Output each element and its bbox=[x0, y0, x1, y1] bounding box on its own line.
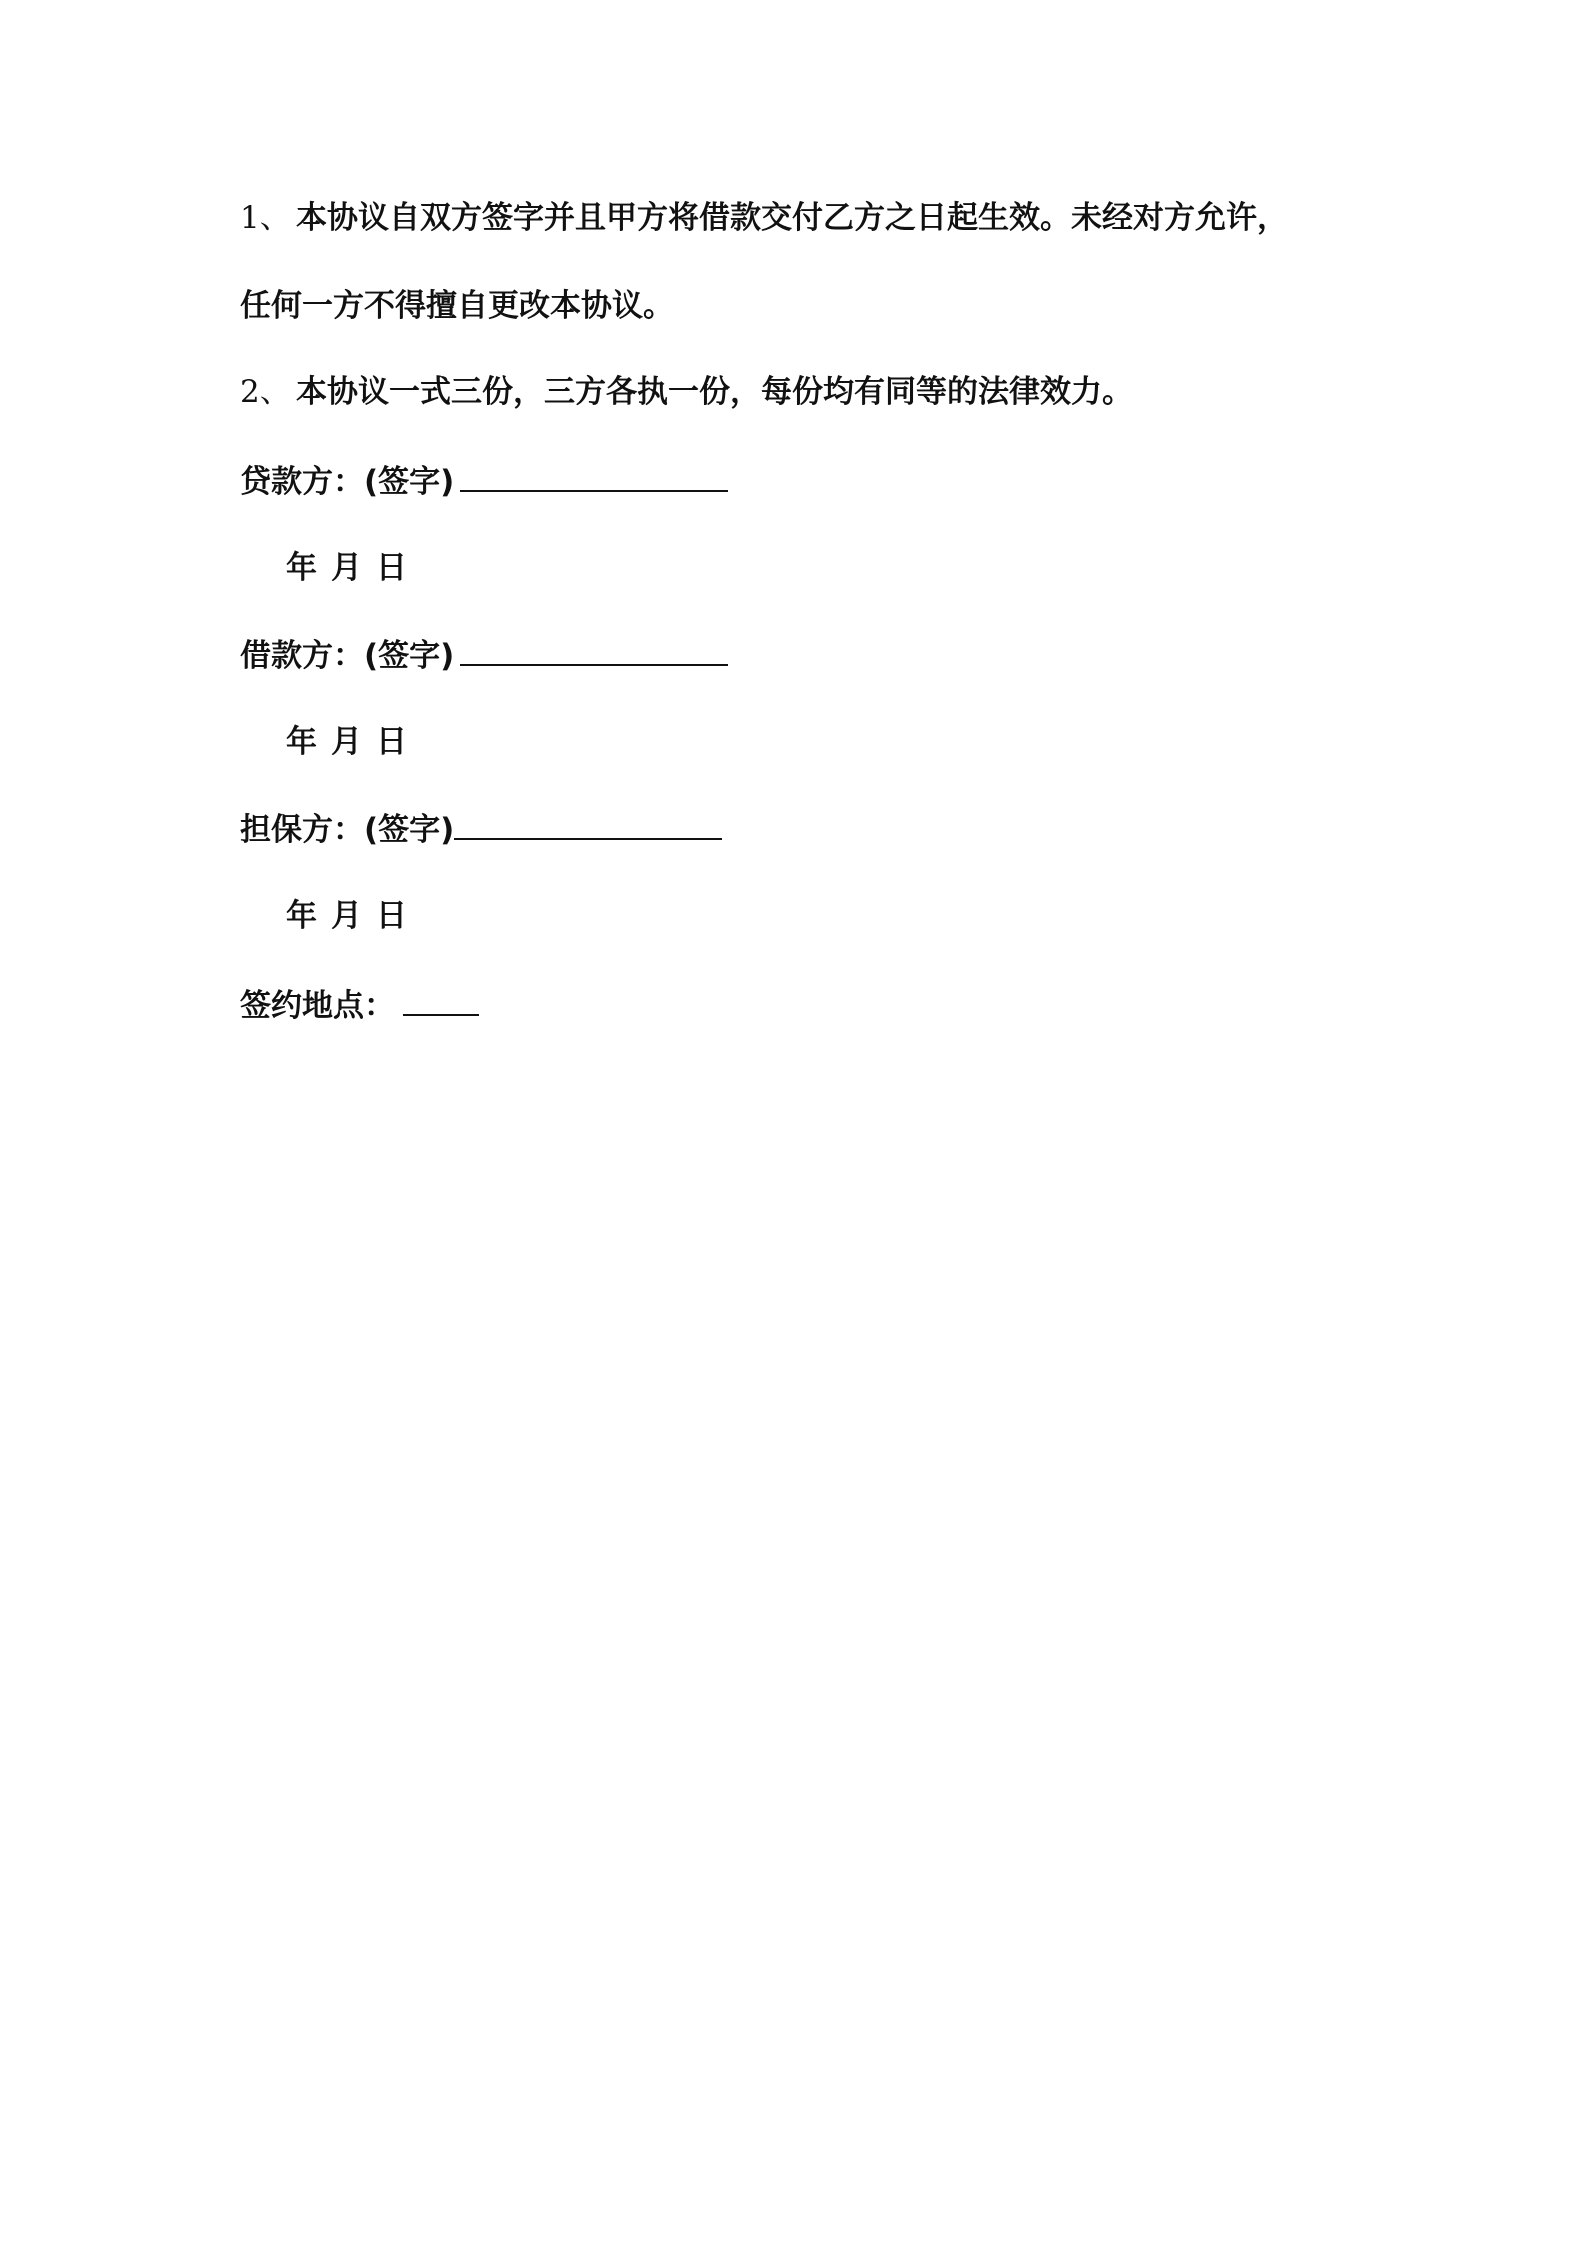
guarantor-date bbox=[286, 896, 421, 936]
year-label: 年 bbox=[286, 724, 317, 760]
signing-place-line bbox=[240, 984, 479, 1026]
clause-text: 本协议自双方签字并且甲方将借款交付乙方之日起生效。未经对方允许， bbox=[296, 200, 1288, 236]
borrower-signature-line bbox=[240, 634, 728, 676]
guarantor-signature-blank[interactable] bbox=[454, 808, 722, 840]
lender-signature-blank[interactable] bbox=[460, 460, 728, 492]
month-label: 月 bbox=[331, 898, 362, 934]
day-label: 日 bbox=[376, 898, 407, 934]
day-label: 日 bbox=[376, 724, 407, 760]
month-label: 月 bbox=[331, 724, 362, 760]
clause-number: 1、 bbox=[240, 200, 291, 236]
clause-text: 本协议一式三份，三方各执一份，每份均有同等的法律效力。 bbox=[296, 374, 1133, 410]
lender-label: 贷款方：(签字) bbox=[240, 464, 455, 500]
lender-date bbox=[286, 548, 421, 588]
lender-signature-line bbox=[240, 460, 728, 502]
day-label: 日 bbox=[376, 550, 407, 586]
year-label: 年 bbox=[286, 550, 317, 586]
year-label: 年 bbox=[286, 898, 317, 934]
clause-number: 2、 bbox=[240, 374, 291, 410]
clause-1-continuation: 任何一方不得擅自更改本协议。 bbox=[240, 288, 674, 324]
month-label: 月 bbox=[331, 550, 362, 586]
guarantor-signature-line bbox=[240, 808, 722, 850]
borrower-signature-blank[interactable] bbox=[460, 634, 728, 666]
guarantor-label: 担保方：(签字) bbox=[240, 812, 455, 848]
clause-2 bbox=[240, 372, 1133, 412]
borrower-date bbox=[286, 722, 421, 762]
borrower-label: 借款方：(签字) bbox=[240, 638, 455, 674]
clause-1 bbox=[240, 198, 1288, 238]
signing-place-label: 签约地点： bbox=[240, 988, 395, 1024]
signing-place-blank[interactable] bbox=[403, 984, 479, 1016]
